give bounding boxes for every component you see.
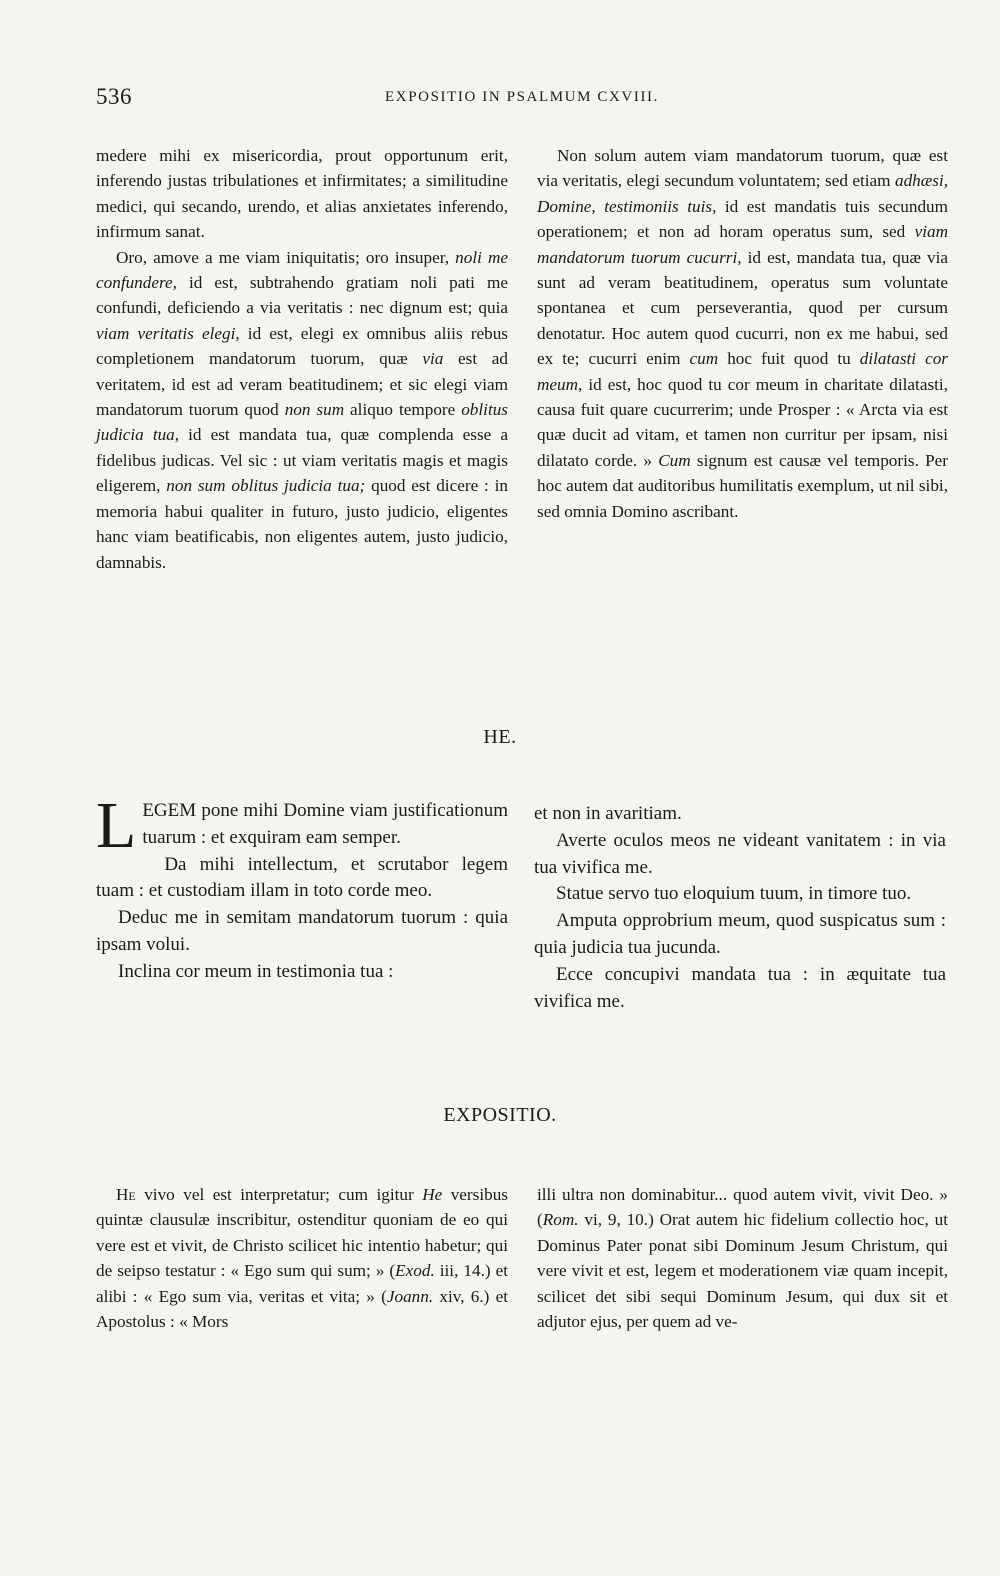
paragraph: illi ultra non dominabitur... quod autem vivit, vivit Deo. » (Rom. vi, 9, 10.) Orat autem hic fidelium collectio hoc, ut Dominus Pater ponat sibi Dominum Jesum Christum, qui vere vivit et est, legem et moderationem viæ quam incepit, scilicet det sibi sequi Dominum Jesum, qui dux sit et adjutor ejus, per quem ad ve- <box>537 1185 948 1332</box>
verse: Da mihi intellectum, et scrutabor legem tuam : et custodiam illam in toto corde meo. <box>96 853 508 902</box>
verse: Deduc me in semitam mandatorum tuorum : quia ipsam volui. <box>96 907 508 955</box>
running-title: EXPOSITIO IN PSALMUM CXVIII. <box>385 89 659 105</box>
psalm-verses-right <box>534 801 946 1015</box>
verse: Statue servo tuo eloquium tuum, in timore tuo. <box>556 883 912 905</box>
commentary-right-bottom <box>537 1182 948 1334</box>
page-number: 536 <box>96 84 132 109</box>
paragraph: Oro, amove a me viam iniquitatis; oro insuper, noli me confundere, id est, subtrahendo gratiam noli pati me confundi, deficiendo a via veritatis : nec dignum est; quia viam veritatis elegi, id est, elegi ex omnibus aliis rebus completionem mandatorum tuorum, quæ via est ad veritatem, id est ad veram beatitudinem; et sic elegi viam mandatorum tuorum quod non sum aliquo tempore oblitus judicia tua, id est mandata tua, quæ complenda esse a fidelibus judicas. Vel sic : ut viam veritatis magis et magis eligerem, non sum oblitus judicia tua; quod est dicere : in memoria habui qualiter in futuro, justo judicio, eligentes hanc viam beatificabis, non eligentes autem, justo judicio, damnabis. <box>96 247 509 572</box>
verse: Amputa opprobrium meum, quod suspicatus sum : quia judicia tua jucunda. <box>534 910 946 958</box>
paragraph: medere mihi ex misericordia, prout opportunum erit, inferendo justas tribulationes et infirmitates; a similitudine medici, qui secando, urendo, et alias anxietates inferendo, infirmum sanat. <box>96 146 508 242</box>
verse: et non in avaritiam. <box>534 803 682 824</box>
drop-cap: L <box>96 789 137 862</box>
verse: LEGEM pone mihi Domine viam justificationum tuarum : et exquiram eam semper. <box>96 789 508 862</box>
section-heading-he: HE. <box>483 726 517 748</box>
commentary-right-top <box>537 143 948 524</box>
verse: Inclina cor meum in testimonia tua : <box>118 960 394 982</box>
paragraph: Non solum autem viam mandatorum tuorum, quæ est via veritatis, elegi secundum voluntatem; sed etiam adhæsi, Domine, testimoniis tuis, id est mandatis tuis secundum operationem; et non ad horam operatus sum, sed viam mandatorum tuorum cucurri, id est, mandata tua, quæ via sunt ad veram beatitudinem, operatus sum voluntate spontanea et cum perseverantia, quod per cursum denotatur. Hoc autem quod cucurri, non ex me habui, sed ex te; cucurri enim cum hoc fuit quod tu dilatasti cor meum, id est, hoc quod tu cor meum in charitate dilatasti, causa fuit quare cucurrerim; unde Prosper : « Arcta via est quæ ducit ad vitam, et tamen non curritur per ipsam, nisi dilatato corde. » Cum signum est causæ vel temporis. Per hoc autem dat auditoribus humilitatis exemplum, ut nil sibi, sed omnia Domino ascribant. <box>537 146 949 521</box>
commentary-left-top <box>96 143 508 575</box>
commentary-left-bottom <box>96 1182 508 1334</box>
running-header <box>96 84 948 114</box>
verse: Averte oculos meos ne videant vanitatem : in via tua vivifica me. <box>534 829 946 878</box>
psalm-verses-left <box>96 789 508 986</box>
verse: Ecce concupivi mandata tua : in æquitate tua vivifica me. <box>534 963 946 1012</box>
paragraph: He vivo vel est interpretatur; cum igitur He versibus quintæ clausulæ inscribitur, ostenditur quoniam de eo qui vere est et vivit, de Christo scilicet hic intentio habetur; qui de seipso testatur : « Ego sum qui sum; » (Exod. iii, 14.) et alibi : « Ego sum via, veritas et vita; » (Joann. xiv, 6.) et Apostolus : « Mors <box>96 1185 508 1332</box>
section-heading-expositio: EXPOSITIO. <box>443 1104 557 1126</box>
